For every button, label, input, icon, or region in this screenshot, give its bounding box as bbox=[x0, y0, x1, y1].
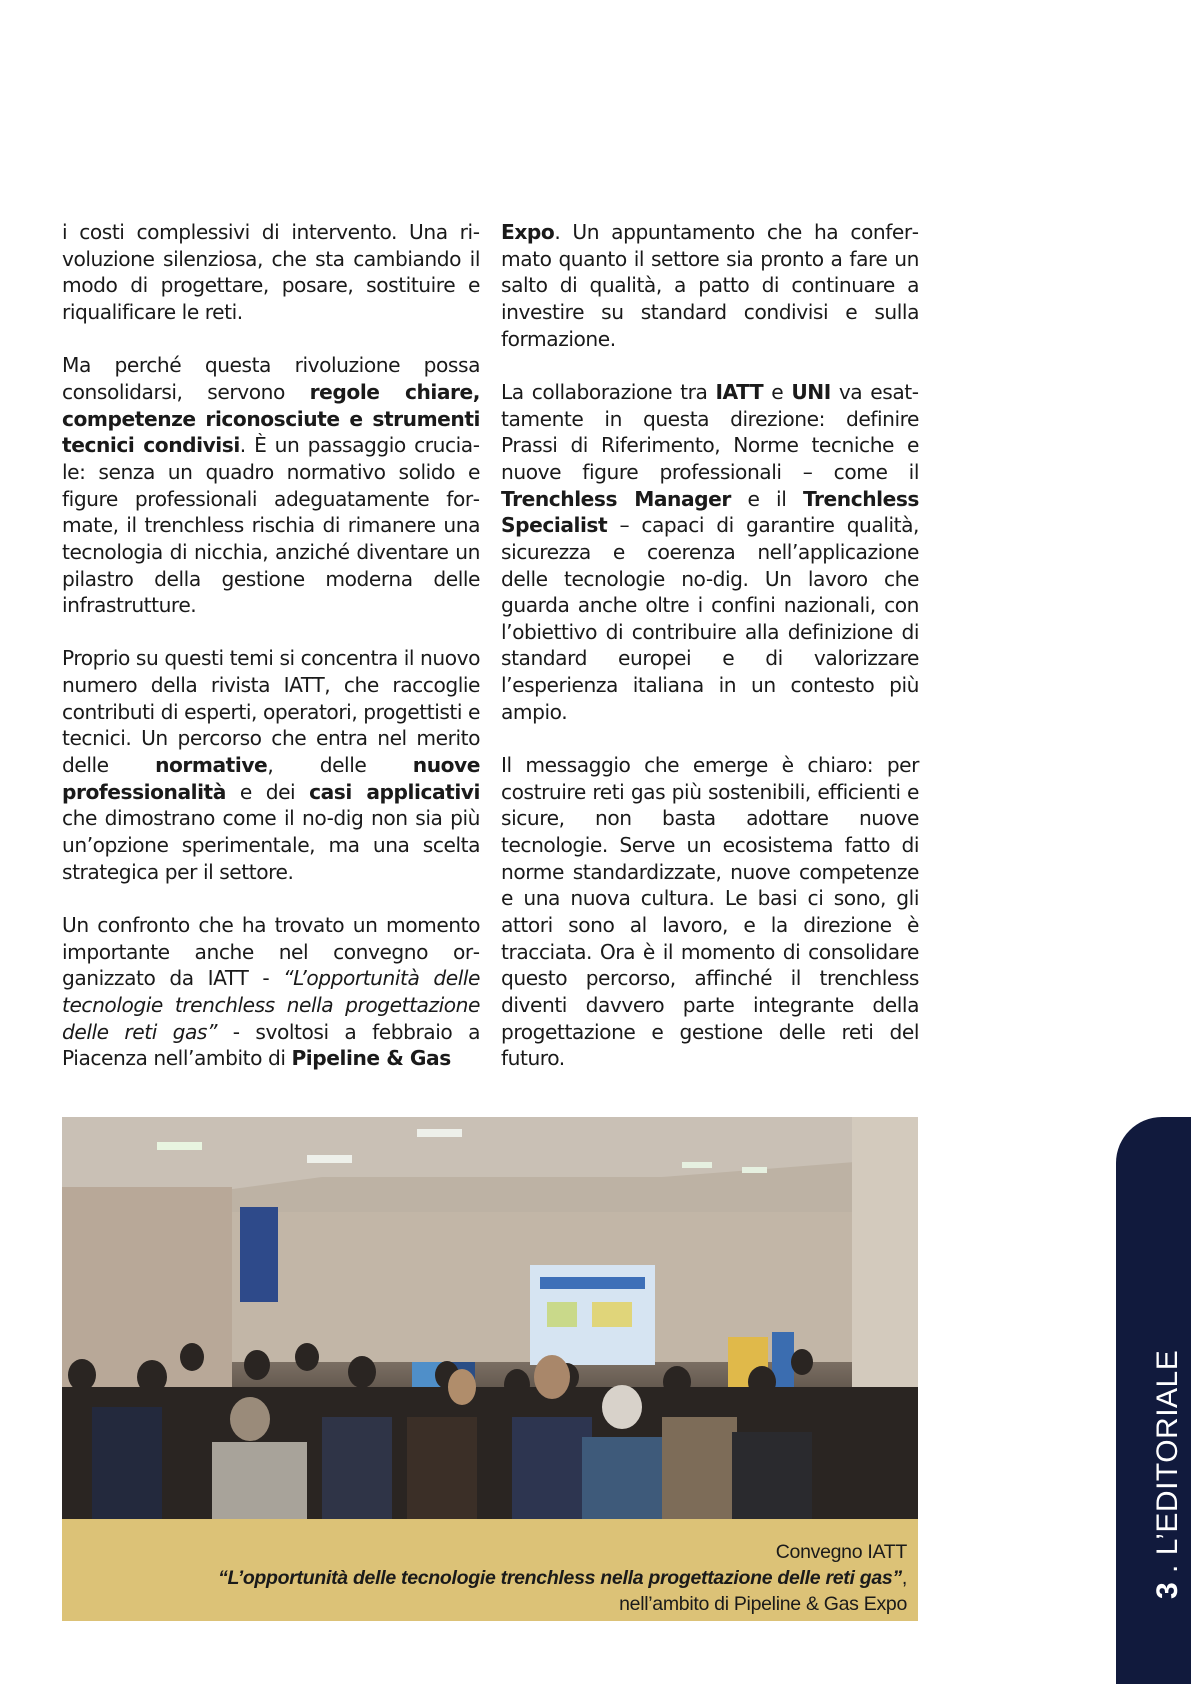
paragraph-text: Ma perché questa rivoluzione possa consolidarsi, servono bbox=[62, 353, 480, 404]
paragraph bbox=[62, 645, 480, 885]
bold-text: Expo bbox=[501, 220, 555, 244]
paragraph-text: Il messaggio che emerge è chiaro: per costruire reti gas più sostenibili, efficienti e sicure, non basta adottare nuove tecnologie. Serve un ecosistema fatto di norme standardizzate, nuove competenze e una nuova cultura. Le basi ci sono, gli attori sono al lavoro, e la direzione è tracciata. Ora è il momento di consolidare questo percorso, affinché il trenchless diventi davvero parte integrante della progettazione e gestione delle reti del futuro. bbox=[501, 753, 919, 1071]
bold-text: UNI bbox=[791, 379, 831, 404]
paragraph-text: , delle bbox=[267, 753, 413, 778]
bold-text: IATT bbox=[715, 379, 764, 404]
paragraph bbox=[62, 352, 480, 619]
paragraph bbox=[501, 752, 919, 1072]
paragraph-text: La collaborazione tra bbox=[501, 379, 716, 404]
paragraph-text: e dei bbox=[225, 779, 310, 804]
caption-title-comma: , bbox=[901, 1567, 907, 1589]
caption-title: “L’opportunità delle tecnologie trenchless nella progettazione delle reti gas” bbox=[218, 1567, 902, 1589]
bold-text: regole chiare, competenze riconosciute e strumenti tecnici condivisi bbox=[62, 379, 480, 458]
ceiling-light bbox=[742, 1167, 767, 1173]
paragraph-text: e il bbox=[730, 486, 803, 511]
paragraph bbox=[62, 912, 480, 1072]
screen-logo bbox=[592, 1302, 632, 1327]
bold-text: Trenchless Specialist bbox=[501, 486, 919, 538]
section-tab bbox=[1116, 1117, 1191, 1684]
right-column bbox=[852, 1117, 918, 1417]
paragraph-text: che dimostrano come il no-dig non sia più un’opzione sperimentale, ma una scelta strategica per il settore. bbox=[62, 806, 480, 884]
paragraph-text: va esattamente in questa direzione: definire Prassi di Riferimento, Norme tecniche e nuove figure professionali – come il bbox=[501, 379, 920, 484]
paragraph-text: – capaci di garantire qualità, sicurezza e coerenza nell’applicazione delle tecnologie no-dig. Un lavoro che guarda anche oltre i confini nazionali, con l’obiettivo di contribuire alla definizione di standard europei e di valorizzare l’esperienza italiana in un contesto più ampio. bbox=[501, 513, 919, 724]
paragraph-text: Un confronto che ha trovato un momento importante anche nel convegno organizzato da IATT - bbox=[62, 913, 480, 991]
ceiling-light bbox=[307, 1155, 352, 1163]
paragraph bbox=[62, 219, 480, 326]
ceiling-light bbox=[682, 1162, 712, 1168]
section-label bbox=[1153, 1350, 1183, 1599]
paragraph-text: i costi complessivi di intervento. Una rivoluzione silenziosa, che sta cambiando il modo di progettare, posare, sostituire e riqualificare le reti. bbox=[62, 220, 480, 324]
section-separator: . bbox=[1151, 1555, 1184, 1582]
ceiling-light bbox=[157, 1142, 202, 1150]
bold-text: Trenchless Manager bbox=[501, 486, 731, 511]
conference-photo bbox=[62, 1117, 918, 1519]
paragraph bbox=[501, 219, 919, 352]
section-title: L’EDITORIALE bbox=[1151, 1349, 1184, 1556]
paragraph-text: . Un appuntamento che ha confermato quanto il settore sia pronto a fare un salto di qualità, a patto di continuare a investire su standard condivisi e sulla formazione. bbox=[501, 220, 919, 351]
banner bbox=[240, 1207, 278, 1302]
italic-title: “L’opportunità delle tecnologie trenchless nella progettazione delle reti gas” bbox=[62, 966, 481, 1044]
bold-text: casi applicativi bbox=[309, 779, 480, 804]
caption-line-title bbox=[62, 1565, 907, 1591]
paragraph-text: . È un passaggio cruciale: senza un quadro normativo solido e figure professionali adeguatamente formate, il trenchless rischia di rimanere una tecnologia di nicchia, anziché diventare un pilastro della gestione moderna delle infrastrutture. bbox=[62, 433, 480, 618]
section-number: 3 bbox=[1151, 1581, 1184, 1599]
conference-photo-illustration bbox=[62, 1117, 918, 1519]
bold-text: nuove professionalità bbox=[62, 753, 481, 804]
paragraph bbox=[501, 379, 919, 726]
article-column-right bbox=[501, 219, 919, 1099]
paragraph-text: Proprio su questi temi si concentra il nuovo numero della rivista IATT, che raccoglie contributi di esperti, operatori, progettisti e tecnici. Un percorso che entra nel merito delle bbox=[62, 646, 480, 778]
photo-caption bbox=[62, 1519, 918, 1621]
screen-header bbox=[540, 1277, 645, 1289]
paragraph-text: - svoltosi a febbraio a Piacenza nell’ambito di bbox=[62, 1019, 480, 1071]
bold-text: normative bbox=[155, 753, 268, 778]
caption-line-context: nell’ambito di Pipeline & Gas Expo bbox=[619, 1593, 907, 1615]
screen-logo bbox=[547, 1302, 577, 1327]
ceiling-light bbox=[417, 1129, 462, 1137]
caption-line-event: Convegno IATT bbox=[775, 1541, 907, 1563]
article-column-left bbox=[62, 219, 480, 1099]
paragraph-text: e bbox=[763, 379, 792, 404]
bold-text: Pipeline & Gas bbox=[291, 1046, 451, 1071]
